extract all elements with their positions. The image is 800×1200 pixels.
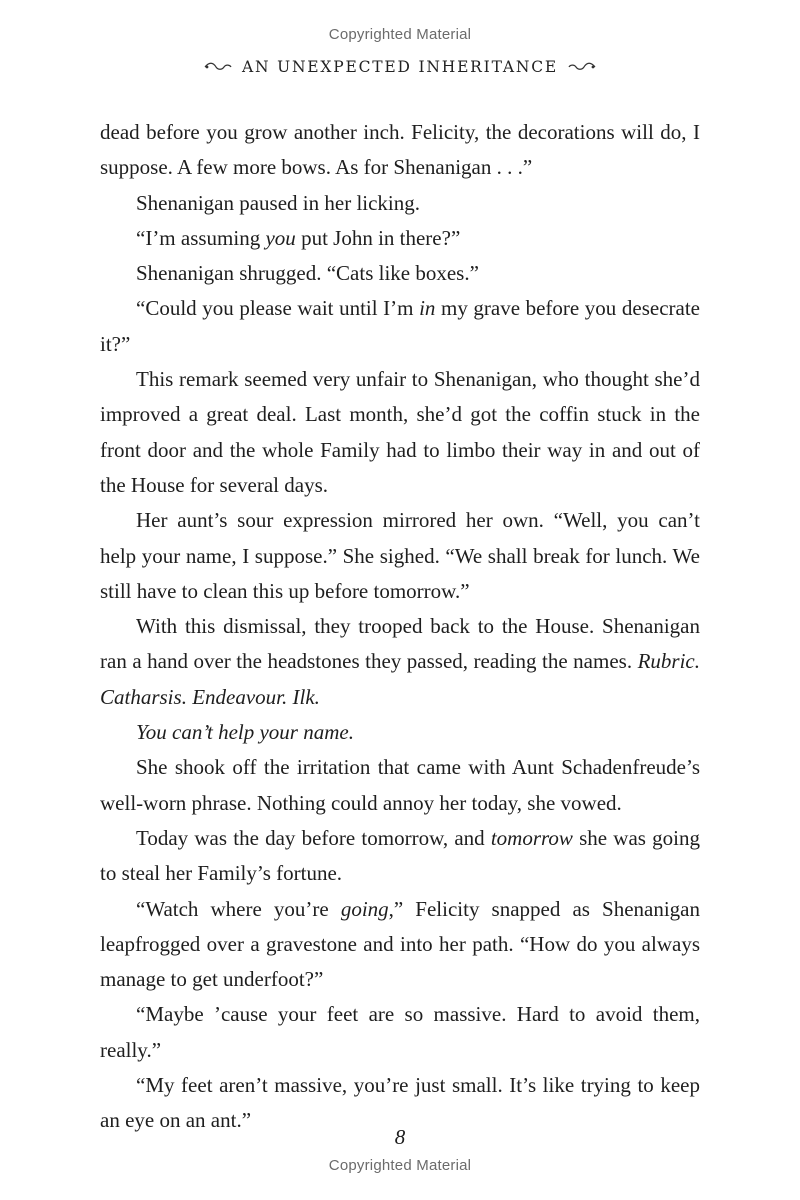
- paragraph-text: Her aunt’s sour expression mirrored her own. “Well, you can’t help your name, I suppose.” She sighed. “We shall break for lunch. We still have to clean this up before tomorrow.”: [100, 508, 700, 603]
- paragraph: [100, 503, 700, 609]
- paragraph: [100, 221, 700, 256]
- paragraph-text: “I’m assuming: [136, 225, 266, 250]
- paragraph-text: ,” Felicity snapped as Shenanigan leapfrogged over a gravestone and into her path. “How do you always manage to get underfoot?”: [100, 896, 701, 992]
- running-head: [0, 58, 800, 76]
- paragraph: [100, 115, 700, 186]
- flourish-icon: [204, 60, 232, 74]
- page-number: 8: [394, 1125, 406, 1149]
- paragraph: [100, 750, 700, 821]
- paragraph: [100, 256, 700, 291]
- paragraph-text: “Could you please wait until I’m: [136, 296, 420, 321]
- paragraph: [100, 362, 700, 503]
- paragraph-text: “Watch where you’re: [136, 896, 341, 921]
- emphasis-text: in: [419, 296, 436, 321]
- copyright-watermark-top: Copyrighted Material: [328, 26, 472, 43]
- paragraph-text: Shenanigan paused in her licking.: [136, 190, 421, 215]
- body-text: [100, 115, 700, 1139]
- paragraph-text: Shenanigan shrugged. “Cats like boxes.”: [136, 261, 479, 286]
- paragraph-text: With this dismissal, they trooped back to the House. Shenanigan ran a hand over the headstones they passed, reading the names.: [100, 614, 700, 674]
- paragraph-text: She shook off the irritation that came with Aunt Schadenfreude’s well-worn phrase. Nothing could annoy her today, she vowed.: [100, 755, 700, 815]
- paragraph-text: dead before you grow another inch. Felicity, the decorations will do, I suppose. A few more bows. As for Shenanigan . . .”: [100, 120, 700, 180]
- paragraph: [100, 821, 700, 892]
- emphasis-text: You can’t help your name.: [136, 720, 354, 745]
- paragraph-text: she was going to steal her Family’s fortune.: [100, 825, 700, 886]
- paragraph-text: my grave before you desecrate it?”: [100, 296, 700, 356]
- emphasis-text: tomorrow: [490, 825, 573, 850]
- running-head-title: AN UNEXPECTED INHERITANCE: [242, 58, 558, 76]
- paragraph: [100, 291, 700, 362]
- emphasis-text: going: [340, 896, 389, 921]
- paragraph: [100, 892, 700, 998]
- paragraph-text: put John in there?”: [295, 225, 461, 250]
- paragraph: [100, 186, 700, 221]
- flourish-icon: [568, 60, 596, 74]
- paragraph-text: “Maybe ’cause your feet are so massive. Hard to avoid them, really.”: [100, 1002, 700, 1062]
- copyright-watermark-bottom: Copyrighted Material: [328, 1157, 472, 1174]
- paragraph: [100, 997, 700, 1068]
- paragraph: [100, 609, 700, 715]
- paragraph-text: This remark seemed very unfair to Shenanigan, who thought she’d improved a great deal. Last month, she’d got the coffin stuck in the front door and the whole Family had to limbo their way in and out of the House for several days.: [100, 367, 700, 497]
- paragraph-text: “My feet aren’t massive, you’re just small. It’s like trying to keep an eye on an ant.”: [100, 1073, 700, 1133]
- paragraph-text: Today was the day before tomorrow, and: [136, 825, 491, 850]
- emphasis-text: you: [265, 225, 296, 250]
- paragraph: [100, 715, 700, 750]
- emphasis-text: Rubric. Catharsis. Endeavour. Ilk.: [100, 649, 700, 709]
